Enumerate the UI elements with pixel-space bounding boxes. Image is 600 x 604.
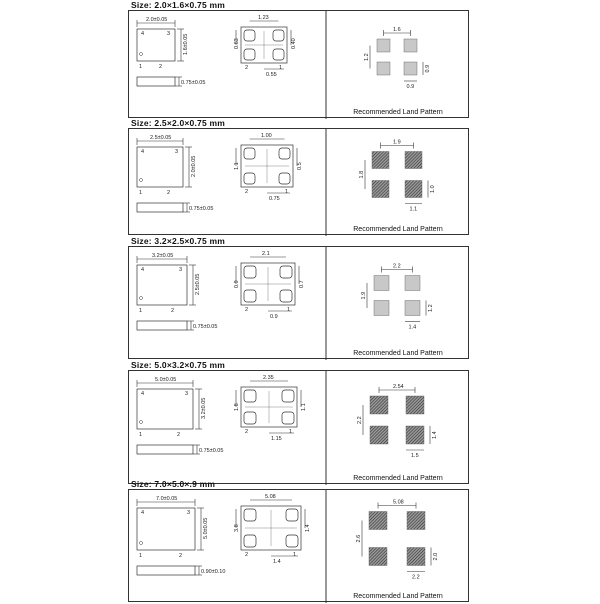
side-view-body [137, 203, 183, 212]
body-height-label: 2.0±0.05 [191, 155, 197, 177]
solder-pad [273, 30, 284, 41]
pad-pitch-x-label: 1.23 [258, 15, 269, 21]
package-section [0, 118, 600, 237]
solder-pad [244, 266, 256, 278]
land-pad [374, 301, 389, 316]
package-section [0, 479, 600, 604]
size-title: Size: 2.5×2.0×0.75 mm [131, 118, 225, 128]
pin-number: 3 [187, 510, 191, 516]
pin-number: 2 [179, 553, 183, 559]
land-pad [377, 39, 390, 52]
pad-pitch-y-label: 0.40 [291, 38, 297, 49]
body-height-label: 3.2±0.05 [201, 397, 207, 419]
solder-pad [244, 173, 255, 184]
thickness-label: 0.90±0.10 [201, 569, 226, 575]
pad-pitch-x-label: 1.00 [261, 133, 272, 139]
pad-a-label: 1.1 [234, 162, 240, 170]
recommended-land-pattern-label: Recommended Land Pattern [353, 226, 443, 233]
body-height-label: 1.6±0.05 [183, 33, 189, 55]
land-pad [369, 548, 387, 566]
land-pitch-x-label: 5.08 [393, 499, 404, 506]
land-h-label: 0.9 [425, 64, 431, 73]
thickness-label: 0.75±0.05 [189, 206, 214, 212]
land-w-label: 1.4 [408, 324, 417, 331]
land-pad [404, 39, 417, 52]
solder-pad [244, 412, 256, 424]
solder-pad [286, 509, 298, 521]
solder-pad [282, 390, 294, 402]
pin-number: 1 [293, 552, 297, 558]
solder-pad [282, 412, 294, 424]
pin-number: 2 [159, 64, 163, 70]
side-view-body [137, 445, 193, 454]
land-pad [374, 276, 389, 291]
land-pad [405, 181, 422, 198]
solder-pad [244, 49, 255, 60]
solder-pad [244, 148, 255, 159]
pad-pitch-y-label: 0.5 [297, 162, 303, 170]
recommended-land-pattern-label: Recommended Land Pattern [353, 109, 443, 116]
pin-number: 2 [167, 190, 171, 196]
land-w-label: 2.2 [412, 574, 420, 581]
package-section [0, 360, 600, 486]
land-pad [405, 152, 422, 169]
body-width-label: 2.5±0.05 [150, 135, 172, 141]
solder-pad [244, 30, 255, 41]
size-title: Size: 2.0×1.6×0.75 mm [131, 0, 225, 10]
thickness-label: 0.75±0.05 [181, 80, 206, 86]
land-pitch-y-label: 2.6 [356, 534, 362, 543]
land-pitch-y-label: 2.2 [357, 416, 363, 424]
drawing-frame [128, 370, 469, 484]
pad-b-label: 0.75 [269, 196, 280, 202]
solder-pad [244, 390, 256, 402]
pin-number: 1 [139, 553, 143, 559]
land-pitch-y-label: 1.9 [361, 291, 367, 300]
pin-number: 1 [139, 190, 143, 196]
pin-number: 1 [139, 64, 143, 70]
drawing-svg [129, 371, 470, 485]
pin-number: 1 [139, 432, 143, 438]
land-pad [406, 426, 424, 444]
drawing-frame [128, 489, 469, 602]
drawing-svg [129, 129, 470, 236]
recommended-land-pattern-label: Recommended Land Pattern [353, 593, 443, 600]
land-pad [372, 181, 389, 198]
pin-number: 1 [279, 65, 283, 71]
drawing-frame [128, 246, 469, 359]
side-view-body [137, 77, 175, 86]
pad-b-label: 0.55 [266, 72, 277, 78]
land-h-label: 1.2 [428, 304, 434, 312]
drawing-frame [128, 10, 469, 118]
land-pitch-y-label: 1.8 [359, 170, 365, 179]
size-title: Size: 5.0×3.2×0.75 mm [131, 360, 225, 370]
pin-number: 2 [171, 308, 175, 314]
recommended-land-pattern-label: Recommended Land Pattern [353, 475, 443, 482]
side-view-body [137, 566, 195, 575]
package-section [0, 0, 600, 120]
land-pitch-y-label: 1.2 [364, 53, 370, 61]
pin-number: 4 [141, 391, 145, 397]
pin-number: 1 [289, 429, 293, 435]
solder-pad [286, 535, 298, 547]
solder-pad [280, 290, 292, 302]
pin-number: 1 [287, 307, 291, 313]
land-pitch-x-label: 2.2 [393, 263, 401, 270]
drawing-svg [129, 11, 470, 119]
size-title: Size: 7.0×5.0×.9 mm [131, 479, 216, 489]
land-pad [372, 152, 389, 169]
pad-pitch-y-label: 1.4 [305, 524, 311, 532]
pad-pitch-x-label: 2.35 [263, 375, 274, 381]
recommended-land-pattern-label: Recommended Land Pattern [353, 350, 443, 357]
drawing-svg [129, 490, 470, 603]
thickness-label: 0.75±0.05 [199, 448, 224, 454]
land-pad [407, 512, 425, 530]
pin-number: 4 [141, 149, 145, 155]
pad-pitch-x-label: 5.08 [265, 494, 276, 500]
pin-number: 2 [245, 307, 249, 313]
land-w-label: 1.1 [409, 206, 418, 213]
pad-b-label: 1.4 [273, 559, 281, 565]
size-title: Size: 3.2×2.5×0.75 mm [131, 236, 225, 246]
solder-pad [273, 49, 284, 60]
pad-a-label: 0.9 [234, 280, 240, 288]
land-h-label: 2.0 [433, 552, 439, 561]
pin-number: 4 [141, 510, 145, 516]
pin-number: 2 [245, 552, 249, 558]
land-pad [377, 62, 390, 75]
body-height-label: 2.5±0.05 [195, 273, 201, 295]
body-width-label: 7.0±0.05 [156, 496, 178, 502]
pin-number: 3 [185, 391, 189, 397]
drawing-frame [128, 128, 469, 235]
pin-number: 3 [167, 31, 171, 37]
pin-number: 2 [177, 432, 181, 438]
pad-pitch-y-label: 0.7 [299, 280, 305, 288]
land-pad [370, 426, 388, 444]
land-h-label: 1.0 [430, 185, 436, 193]
land-pitch-x-label: 2.54 [393, 384, 404, 390]
package-section [0, 236, 600, 361]
solder-pad [279, 173, 290, 184]
body-width-label: 5.0±0.05 [155, 377, 177, 383]
pad-pitch-y-label: 1.1 [301, 403, 307, 411]
pin-number: 4 [141, 31, 145, 37]
pin-number: 1 [285, 189, 289, 195]
pin-number: 1 [139, 308, 143, 314]
land-pad [404, 62, 417, 75]
solder-pad [280, 266, 292, 278]
land-pad [407, 548, 425, 566]
pad-a-label: 3.8 [234, 524, 240, 532]
solder-pad [244, 535, 256, 547]
land-w-label: 0.9 [406, 84, 415, 90]
pad-a-label: 0.63 [234, 38, 240, 49]
pad-a-label: 1.8 [234, 403, 240, 411]
land-w-label: 1.5 [411, 453, 419, 459]
solder-pad [244, 509, 256, 521]
land-pad [406, 396, 424, 414]
solder-pad [244, 290, 256, 302]
body-height-label: 5.0±0.05 [203, 517, 209, 539]
pin-number: 3 [175, 149, 179, 155]
land-pad [370, 396, 388, 414]
pad-b-label: 1.15 [271, 436, 282, 442]
pin-number: 2 [245, 65, 249, 71]
land-pitch-x-label: 1.6 [393, 27, 401, 33]
pin-number: 4 [141, 267, 145, 273]
pin-number: 2 [245, 429, 249, 435]
pad-b-label: 0.9 [270, 314, 278, 320]
land-pad [369, 512, 387, 530]
land-pitch-x-label: 1.9 [393, 139, 401, 146]
body-width-label: 3.2±0.05 [152, 253, 174, 259]
thickness-label: 0.75±0.05 [193, 324, 218, 330]
pin-number: 2 [245, 189, 249, 195]
pad-pitch-x-label: 2.1 [262, 251, 270, 257]
solder-pad [279, 148, 290, 159]
land-pad [405, 276, 420, 291]
side-view-body [137, 321, 187, 330]
body-width-label: 2.0±0.05 [146, 17, 168, 23]
pin-number: 3 [179, 267, 183, 273]
land-pad [405, 301, 420, 316]
drawing-svg [129, 247, 470, 360]
land-h-label: 1.4 [432, 431, 438, 439]
